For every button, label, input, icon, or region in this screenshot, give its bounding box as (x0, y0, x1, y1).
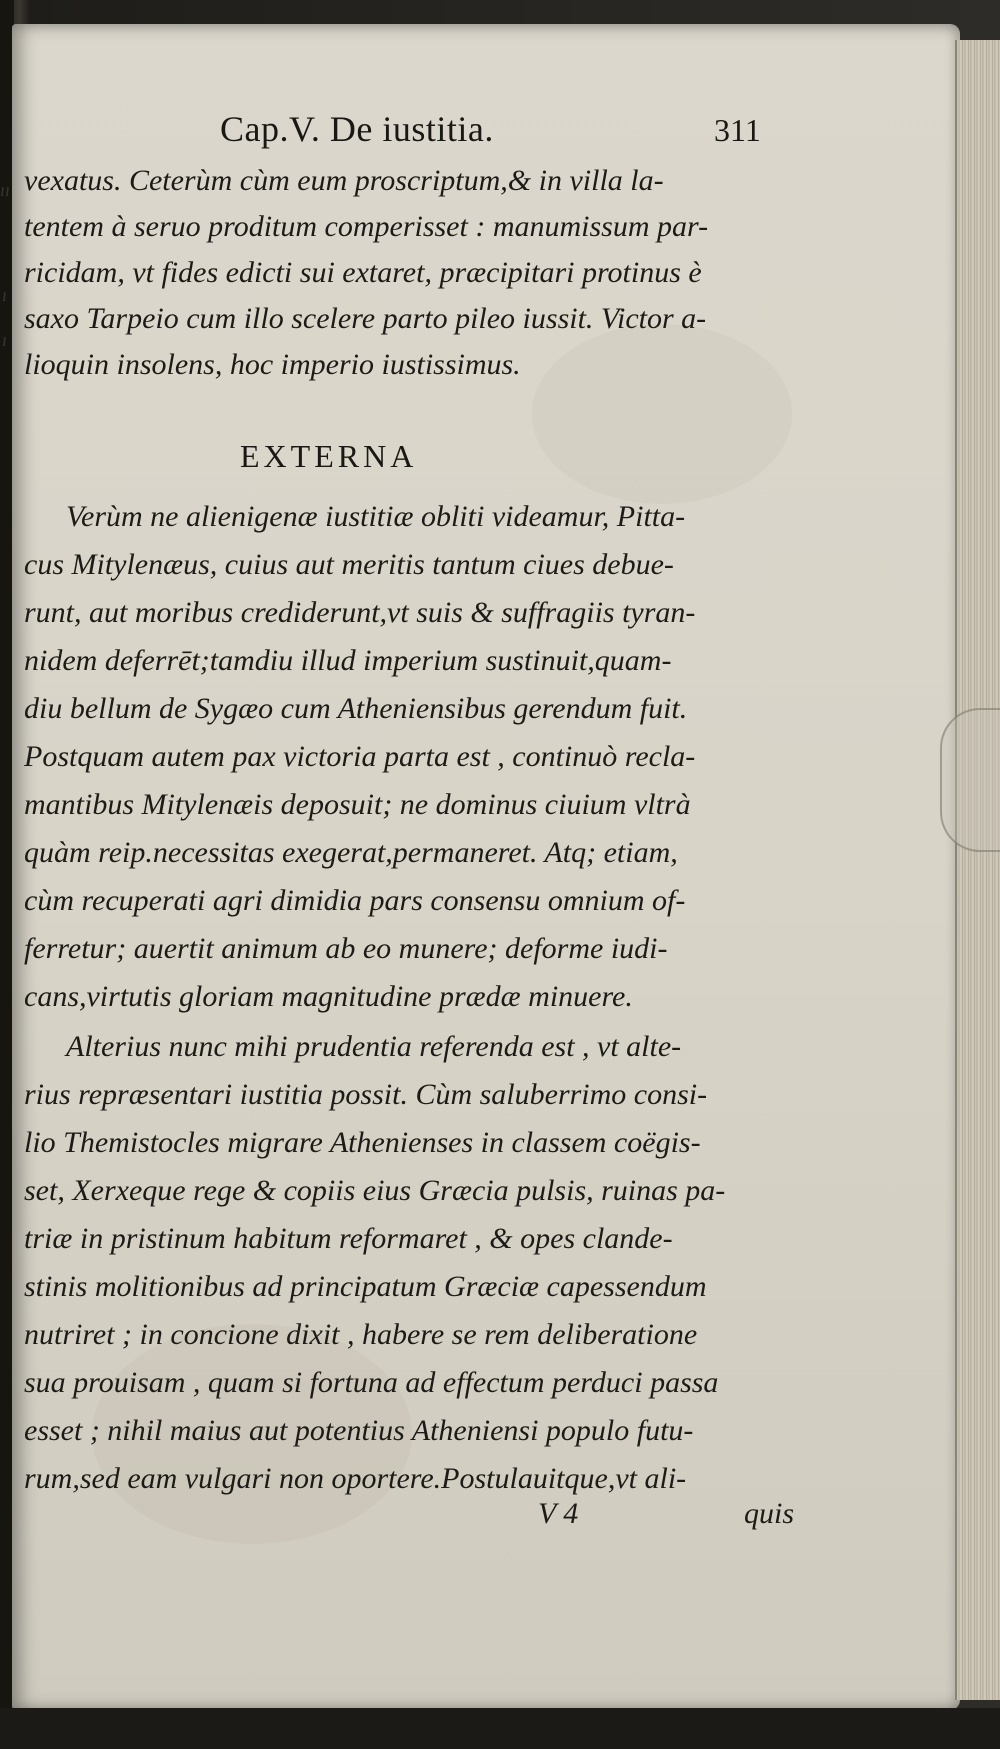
page-header (220, 108, 780, 152)
text-line: triæ in pristinum habitum reformaret , & opes clande- (24, 1222, 673, 1255)
text-line: mantibus Mitylenæis deposuit; ne dominus ciuium vltrà (24, 788, 691, 821)
text-line: esset ; nihil maius aut potentius Atheniensi populo futu- (24, 1414, 694, 1447)
text-line: rum,sed eam vulgari non oportere.Postulauitque,vt ali- (24, 1462, 687, 1495)
text-line: runt, aut moribus crediderunt,vt suis & suffragiis tyran- (24, 596, 696, 629)
text-line: ricidam, vt fides edicti sui extaret, præcipitari protinus è (24, 256, 702, 289)
text-line: saxo Tarpeio cum illo scelere parto pileo iussit. Victor a- (24, 302, 707, 335)
page-number: 311 (714, 112, 761, 148)
text-line: sua prouisam , quam si fortuna ad effectum perduci passa (24, 1366, 719, 1399)
text-line: cus Mitylenæus, cuius aut meritis tantum ciues debue- (24, 548, 674, 581)
margin-mark: ıı (0, 180, 11, 200)
text-line: Postquam autem pax victoria parta est , continuò recla- (24, 740, 696, 773)
text-line: Alterius nunc mihi prudentia referenda est , vt alte- (66, 1030, 682, 1063)
text-line: set, Xerxeque rege & copiis eius Græcia pulsis, ruinas pa- (24, 1174, 726, 1207)
page-fore-edge (955, 40, 1000, 1700)
margin-mark: ı (2, 330, 8, 350)
margin-mark: ı (2, 285, 8, 305)
text-line: tentem à seruo proditum comperisset : manumissum par- (24, 210, 709, 243)
text-line: diu bellum de Sygæo cum Atheniensibus gerendum fuit. (24, 692, 688, 725)
text-line: vexatus. Ceterùm cùm eum proscriptum,& in villa la- (24, 164, 664, 197)
paper-stain (532, 324, 792, 504)
text-line: lioquin insolens, hoc imperio iustissimus. (24, 348, 521, 381)
text-line: ferretur; auertit animum ab eo munere; deforme iudi- (24, 932, 668, 965)
text-line: cùm recuperati agri dimidia pars consensu omnium of- (24, 884, 686, 917)
clasp-impression (940, 708, 1000, 852)
text-line: nutriret ; in concione dixit , habere se rem deliberatione (24, 1318, 698, 1351)
text-line: cans,virtutis gloriam magnitudine prædæ minuere. (24, 980, 633, 1013)
text-line: Verùm ne alienigenæ iustitiæ obliti videamur, Pitta- (66, 500, 686, 533)
catchword: quis (744, 1497, 795, 1530)
signature-mark: V 4 (538, 1497, 579, 1530)
section-heading: EXTERNA (240, 438, 418, 474)
running-title: Cap.V. De iustitia. (220, 109, 494, 149)
text-line: nidem deferrēt;tamdiu illud imperium sustinuit,quam- (24, 644, 672, 677)
text-line: lio Themistocles migrare Athenienses in classem coëgis- (24, 1126, 701, 1159)
text-line: rius repræsentari iustitia possit. Cùm saluberrimo consi- (24, 1078, 708, 1111)
bottom-edge (0, 1708, 1000, 1749)
text-line: quàm reip.necessitas exegerat,permaneret. Atq; etiam, (24, 836, 678, 869)
text-line: stinis molitionibus ad principatum Græciæ capessendum (24, 1270, 707, 1303)
